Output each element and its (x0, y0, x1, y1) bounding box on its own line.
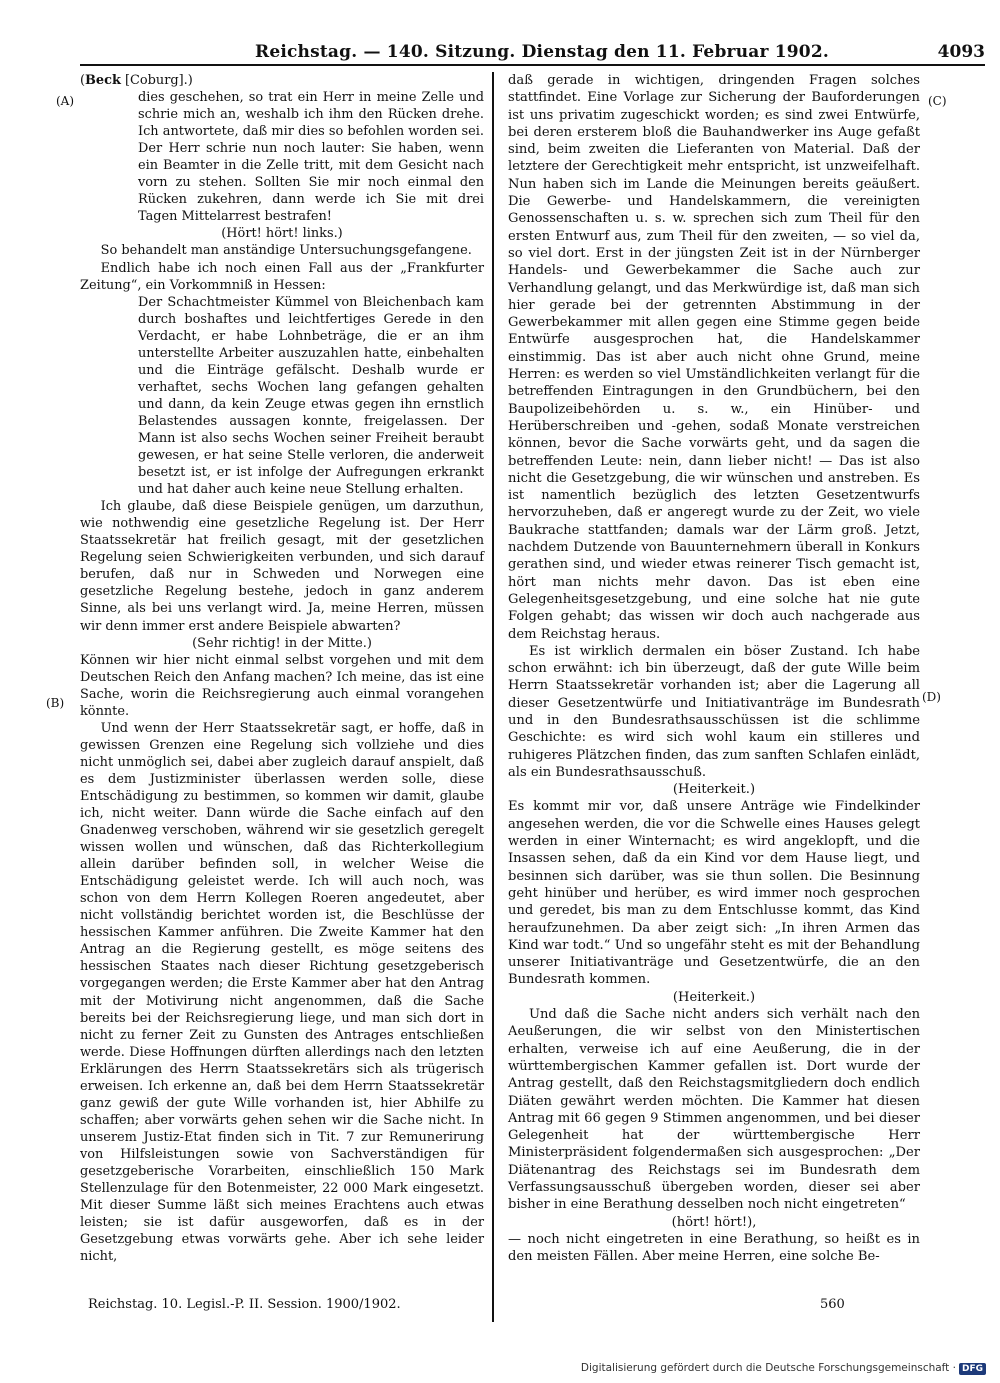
left-paragraph-2: So behandelt man anständige Untersuchungsgefangene. (100, 243, 472, 259)
right-paragraph-3: Es kommt mir vor, daß unsere Anträge wie Findelkinder angesehen werden, die vor die Schwelle eines Hauses gelegt werden in einer Winternacht; es wird angeklopft, und die Insassen sehen, daß da ein Kind vor dem Hause liegt, und besinnen sich darüber, was sie thun sollen. Die Besinnung geht hinüber und herüber, es wird immer noch gesprochen und geredet, bis man zu dem Entschlusse kommt, das Kind heraufzunehmen. Da aber zeigt sich: „In ihren Armen das Kind war todt.“ Und so ungefähr steht es mit der Behandlung unserer Initiativanträge und Gesetzentwürfe, die an den Bundesrath kommen. (508, 799, 920, 988)
footer-signature-number: 560 (820, 1297, 845, 1312)
left-interjection-2: (Sehr richtig! in der Mitte.) (192, 635, 372, 651)
left-paragraph-4: Der Schachtmeister Kümmel von Bleichenbach kam durch boshaftes und leichtfertiges Gerede in den Verdacht, er habe Lohnbeträge, die er an ihm unterstellte Arbeiter auszuzahlen hatte, einbehalten und die Einträge gefälscht. Deshalb wurde er verhaftet, sechs Wochen lang gefangen gehalten und dann, da kein Zeuge etwas gegen ihn ernstlich Belastendes aussagen konnte, freigelassen. Der Mann ist also sechs Wochen seiner Freiheit beraubt gewesen, er hat seine Stelle verloren, die anderweit besetzt ist, er ist infolge der Aufregungen erkrankt und hat daher auch keine neue Stellung erhalten. (138, 294, 484, 498)
speaker-line (80, 72, 484, 89)
right-interjection-2: (Heiterkeit.) (672, 989, 756, 1005)
left-paragraph-6: Können wir hier nicht einmal selbst vorgehen und mit dem Deutschen Reich den Anfang machen? Ich meine, das ist eine Sache, worin die Reichsregierung auch einmal vorangehen könnte. (80, 652, 484, 719)
margin-marker-a: (A) (56, 94, 75, 108)
left-paragraph-3: Endlich habe ich noch einen Fall aus der „Frankfurter Zeitung“, ein Vorkommniß in Hessen: (80, 260, 484, 293)
left-paragraph-5: Ich glaube, daß diese Beispiele genügen, um darzuthun, wie nothwendig eine gesetzliche Regelung ist. Der Herr Staatssekretär hat freilich gesagt, mit der gesetzlichen Regelung seien Schwierigkeiten verbunden, und sich darauf berufen, daß nur in Schweden und Norwegen eine gesetzliche Regelung bestehe, jedoch in ganz anderem Sinne, als bei uns verlangt wird. Ja, meine Herren, müssen wir denn immer erst andere Beispiele abwarten? (80, 499, 484, 634)
dfg-logo-icon: DFG (959, 1363, 986, 1375)
right-paragraph-4: Und daß die Sache nicht anders sich verhält nach den Aeußerungen, die wir selbst von den Ministertischen erhalten, verweise ich auf eine Aeußerung, die in der württembergischen Kammer gefallen ist. Dort wurde der Antrag gestellt, daß den Reichstagsmitgliedern doch endlich Diäten gewährt werden möchten. Die Kammer hat diesen Antrag mit 66 gegen 9 Stimmen angenommen, und bei dieser Gelegenheit hat der württembergische Herr Ministerpräsident folgendermaßen sich ausgesprochen: „Der Diätenantrag des Reichstags sei im Bundesrath dem Verfassungsausschuß übergeben worden, dieser sei aber bisher in eine Berathung desselben noch nicht eingetreten“ (508, 1007, 920, 1213)
right-interjection-1: (Heiterkeit.) (672, 782, 756, 798)
right-paragraph-2: Es ist wirklich dermalen ein böser Zustand. Ich habe schon erwähnt: ich bin überzeugt, daß der gute Wille beim Herrn Staatssekretär vorhanden ist; aber die Lagerung all dieser Gesetzentwürfe und Initiativanträge im Bundesrath und in den Bundesrathsausschüssen ist die schlimme Geschichte: es wird sich wohl kaum ein stilleres und ruhigeres Plätzchen finden, das zum sanften Schlafen einlädt, als ein Bundesrathsausschuß. (508, 643, 920, 780)
digitization-text: Digitalisierung gefördert durch die Deutsche Forschungsgemeinschaft · (580, 1362, 956, 1374)
margin-marker-b: (B) (46, 696, 65, 710)
right-paragraph-5: — noch nicht eingetreten in eine Berathung, so heißt es in den meisten Fällen. Aber meine Herren, eine solche Be- (508, 1231, 920, 1265)
page-header (80, 40, 985, 66)
header-title: Reichstag. — 140. Sitzung. Dienstag den 11. Februar 1902. (255, 42, 829, 62)
left-interjection-1: (Hört! hört! links.) (221, 226, 343, 242)
margin-marker-c: (C) (928, 94, 947, 108)
margin-marker-d: (D) (922, 690, 941, 704)
page-number: 4093 (937, 42, 985, 62)
speaker-paren: ( (80, 73, 86, 88)
left-paragraph-1: dies geschehen, so trat ein Herr in meine Zelle und schrie mich an, weshalb ich ihm den Rücken drehe. Ich antwortete, daß mir dies so befohlen worden sei. Der Herr schrie nun noch lauter: Sie haben, wenn ein Beamter in die Zelle tritt, mit dem Gesicht nach vorn zu stehen. Sollten Sie mir noch einmal den Rücken zukehren, dann werde ich Sie mit drei Tagen Mittelarrest bestrafen! (138, 90, 484, 225)
right-paragraph-1: daß gerade in wichtigen, dringenden Fragen solches stattfindet. Eine Vorlage zur Sicherung der Bauforderungen ist uns privatim zugeschickt worden; es sind zwei Entwürfe, bei deren ersterem bloß die Bauhandwerker ins Auge gefaßt sind, beim zweiten die Lieferanten von Material. Daß der letztere der Gerechtigkeit mehr entspricht, ist unzweifelhaft. Nun haben sich im Lande die Meinungen bereits geäußert. Die Gewerbe- und Handelskammern, die vereinigten Genossenschaften u. s. w. sprechen sich zum Theil für den ersten Entwurf aus, zum Theil für den zweiten, — so viel da, so viel dort. Erst in der jüngsten Zeit ist in der Nürnberger Handels- und Gewerbekammer die Sache auch zur Verhandlung gelangt, und das Merkwürdige ist, daß man sich hier gerade bei der getrennten Abstimmung in der Gewerbekammer mit allen gegen eine Stimme gegen beide Entwürfe ausgesprochen hat, die Handelskammer einstimmig. Das ist aber auch nicht ohne Grund, meine Herren: es werden so viel Umständlichkeiten verlangt für die betreffenden Eintragungen in den Grundbüchern, bei den Baupolizeibehörden u. s. w., ein Hinüber- und Herüberschreiben und -gehen, sodaß Monate verstreichen können, bevor die Sache vorwärts geht, und da sagen die betreffenden Leute: nein, dann lieber nicht! — Das ist also nicht die Gesetzgebung, die wir wünschen und anstreben. Es ist namentlich bezüglich des letzten Gesetzentwurfs hervorzuheben, daß er angeregt wurde zu der Zeit, wo viele Baukrache stattfanden; damals war der Lärm groß. Jetzt, nachdem Dutzende von Bauunternehmern überall in Konkurs gerathen sind, und wieder etwas reinerer Tisch gemacht ist, hört man nichts mehr davon. Das ist eben eine Gelegenheitsgesetzgebung, und eine solche hat nie gute Folgen gehabt; das wissen wir doch auch nachgerade aus dem Reichstag heraus. (508, 73, 920, 642)
speaker-name: Beck (85, 73, 121, 88)
digitization-notice (581, 1362, 986, 1375)
left-paragraph-7: Und wenn der Herr Staatssekretär sagt, er hoffe, daß in gewissen Grenzen eine Regelung sich vollziehe und dies nicht unmöglich sei, dabei aber zugleich darauf anspielt, daß es dem Justizminister überlassen werden solle, diese Entschädigung zu bestimmen, so kommen wir damit, glaube ich, nicht weiter. Dann würde die Sache einfach auf den Gnadenweg verschoben, während wir sie gesetzlich geregelt wissen wollen und wünschen, daß das Richterkollegium allein darüber befinden soll, in welcher Weise die Entschädigung geleistet werde. Ich will auch noch, was schon von dem Herrn Kollegen Roeren angedeutet, aber nicht vollständig berichtet worden ist, die Beschlüsse der hessischen Kammer anführen. Die Zweite Kammer hat den Antrag an die Regierung gestellt, es möge seitens des hessischen Staates nach dieser Richtung gesetzgeberisch vorgegangen werden; die Erste Kammer aber hat den Antrag mit der Motivirung nicht angenommen, daß die Sache bereits bei der Reichsregierung liege, und man sich dort in nicht zu ferner Zeit zu Gunsten des Antrages entschließen werde. Diese Hoffnungen dürften allerdings nach den letzten Erklärungen des Herrn Staatssekretärs sich als trügerisch erweisen. Ich erkenne an, daß bei dem Herrn Staatssekretär ganz gewiß der gute Wille vorhanden ist, hier Abhilfe zu schaffen; aber vorwärts gehen sehen wir die Sache nicht. In unserem Justiz-Etat finden sich in Tit. 7 zur Remunerirung von Hilfsleistungen sowie von Sachverständigen für gesetzgeberische Vorarbeiten, einschließlich 150 Mark Stellenzulage für den Botenmeister, 22 000 Mark eingesetzt. Mit dieser Summe läßt sich meines Erachtens auch etwas leisten; sie ist dafür ausgeworfen, daß es in der Gesetzgebung etwas vorwärts gehe. Aber ich sehe leider nicht, (80, 720, 484, 1265)
footer-session-info: Reichstag. 10. Legisl.-P. II. Session. 1900/1902. (88, 1297, 401, 1312)
right-interjection-3: (hört! hört!), (671, 1214, 757, 1230)
speaker-place: [Coburg].) (120, 73, 193, 88)
right-column (508, 72, 920, 1265)
left-column (80, 72, 484, 1265)
column-divider (492, 72, 494, 1322)
